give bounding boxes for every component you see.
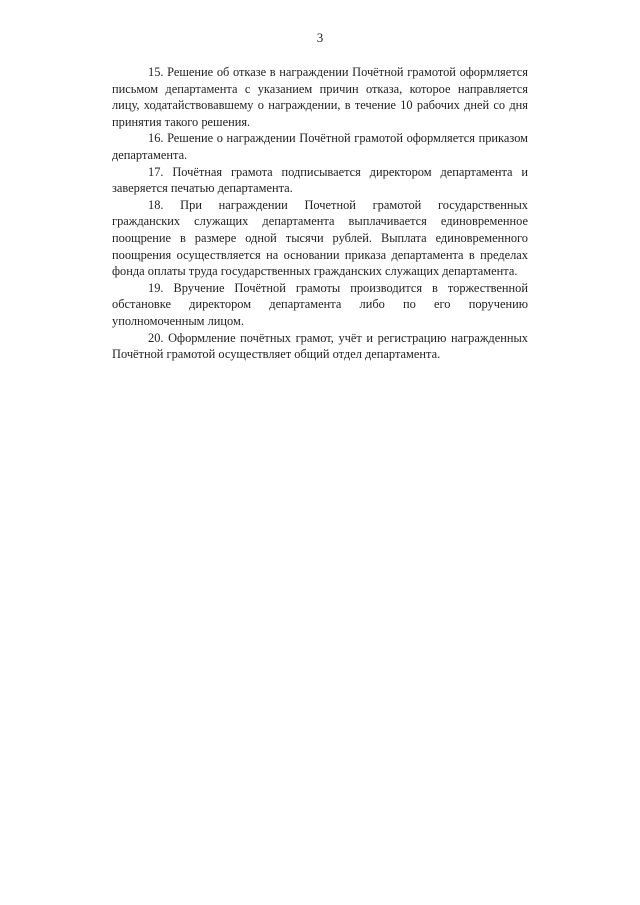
paragraph-15: 15. Решение об отказе в награждении Почётной грамотой оформляется письмом департамента с указанием причин отказа, которое направляется лицу, ходатайствовавшему о награждении, в течение 10 рабочих дней со дня принятия такого решения. — [112, 65, 528, 129]
paragraph-17: 17. Почётная грамота подписывается директором департамента и заверяется печатью департамента. — [112, 164, 528, 196]
paragraph-19: 19. Вручение Почётной грамоты производится в торжественной обстановке директором департамента либо по его поручению уполномоченным лицом. — [112, 280, 528, 328]
page-number: 3 — [316, 30, 324, 45]
paragraph-16: 16. Решение о награждении Почётной грамотой оформляется приказом департамента. — [112, 131, 528, 162]
paragraph-20: 20. Оформление почётных грамот, учёт и регистрацию награжденных Почётной грамотой осуществляет общий отдел департамента. — [112, 330, 528, 362]
paragraph-18: 18. При награждении Почетной грамотой государственных гражданских служащих департамента выплачивается единовременное поощрение в размере одной тысячи рублей. Выплата единовременного поощрения осуществляется на основании приказа департамента в пределах фонда оплаты труда государственных гражданских служащих департамента. — [112, 197, 528, 279]
document-body — [112, 64, 528, 363]
